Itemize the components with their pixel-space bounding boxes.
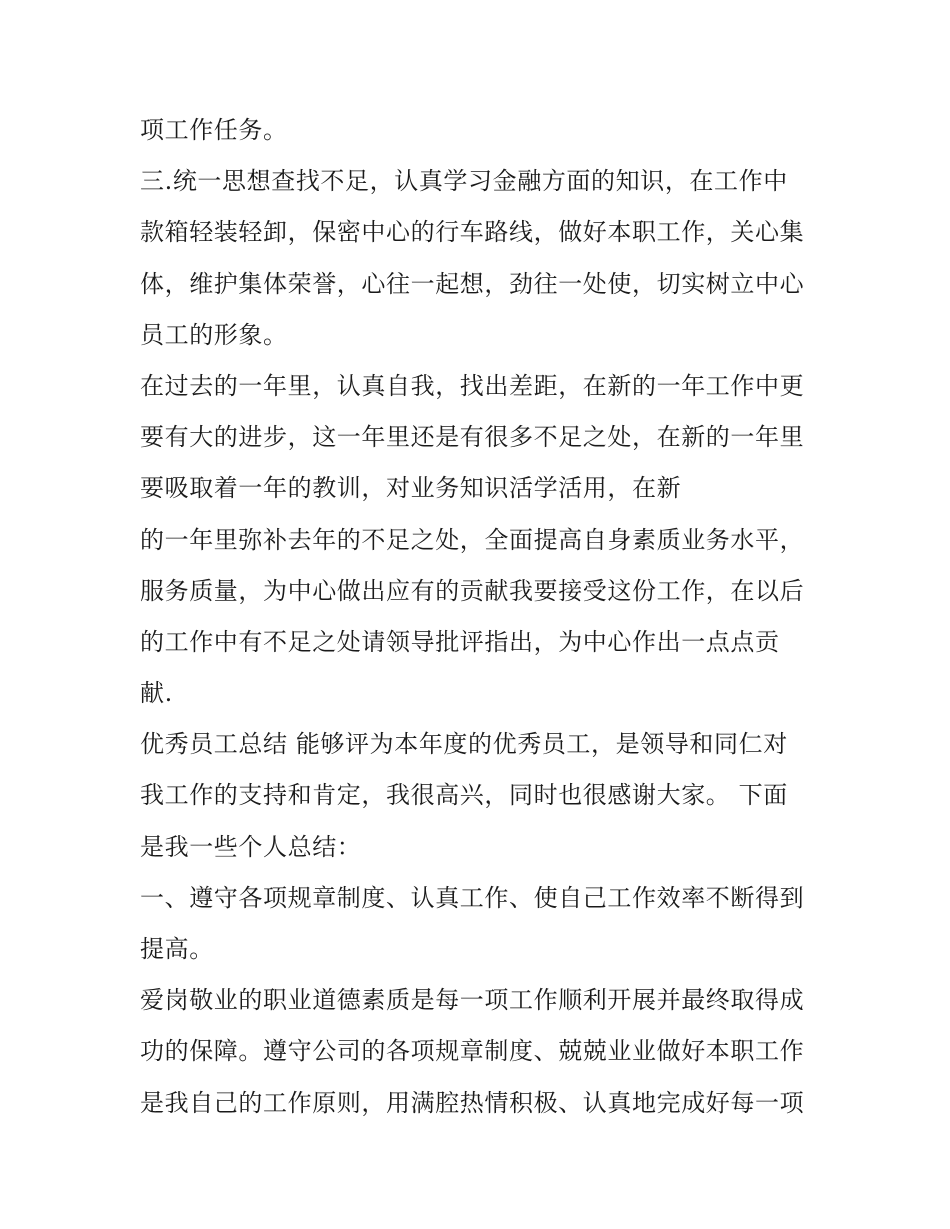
- text-line: 的一年里弥补去年的不足之处，全面提高自身素质业务水平，: [140, 525, 805, 554]
- text-line: 要吸取着一年的教训，对业务知识活学活用，在新: [140, 474, 682, 503]
- text-line: 员工的形象。: [140, 320, 288, 349]
- text-line: 款箱轻装轻卸，保密中心的行车路线，做好本职工作，关心集: [140, 218, 805, 247]
- text-line: 我工作的支持和肯定，我很高兴，同时也很感谢大家。 下面: [140, 781, 788, 810]
- text-line: 体，维护集体荣誉，心往一起想，劲往一处使，切实树立中心: [140, 269, 805, 298]
- text-line: 献.: [140, 679, 173, 708]
- text-line: 服务质量，为中心做出应有的贡献我要接受这份工作，在以后: [140, 576, 805, 605]
- text-line: 三.统一思想查找不足，认真学习金融方面的知识，在工作中: [140, 167, 788, 196]
- text-line: 是我自己的工作原则，用满腔热情积极、认真地完成好每一项: [140, 1088, 805, 1117]
- text-line: 一、遵守各项规章制度、认真工作、使自己工作效率不断得到: [140, 883, 805, 912]
- text-line: 在过去的一年里，认真自我，找出差距，在新的一年工作中更: [140, 371, 805, 400]
- text-line: 要有大的进步，这一年里还是有很多不足之处，在新的一年里: [140, 423, 805, 452]
- text-line: 优秀员工总结 能够评为本年度的优秀员工，是领导和同仁对: [140, 730, 788, 759]
- text-line: 项工作任务。: [140, 116, 288, 144]
- document-body: [140, 110, 830, 1134]
- text-line: 爱岗敬业的职业道德素质是每一项工作顺利开展并最终取得成: [140, 986, 805, 1015]
- text-line: 的工作中有不足之处请领导批评指出，为中心作出一点点贡: [140, 627, 780, 656]
- text-line: 提高。: [140, 935, 214, 963]
- text-line: 功的保障。遵守公司的各项规章制度、兢兢业业做好本职工作: [140, 1037, 805, 1066]
- text-line: 是我一些个人总结：: [140, 832, 362, 861]
